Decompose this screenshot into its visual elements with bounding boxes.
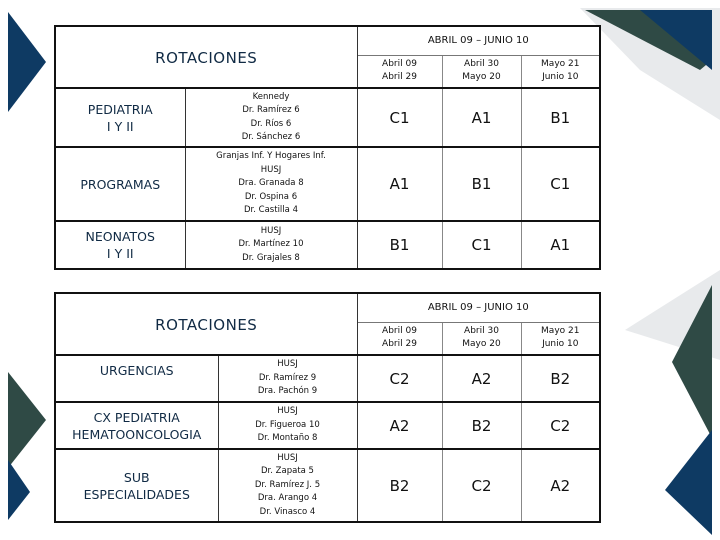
date-range-header: ABRIL 09 – JUNIO 10	[357, 293, 600, 322]
decor-green-triangle-left	[8, 372, 46, 468]
period-header: Abril 09 Abril 29	[357, 322, 442, 355]
doctors-list: HUSJ Dr. Ramírez 9 Dra. Pachón 9	[218, 355, 357, 402]
area-name: CX PEDIATRIA HEMATOONCOLOGIA	[55, 402, 218, 449]
area-name: NEONATOS I Y II	[55, 221, 185, 269]
rotation-code: C2	[442, 449, 521, 522]
rotation-code: C1	[357, 88, 442, 147]
doctors-list: HUSJ Dr. Martínez 10 Dr. Grajales 8	[185, 221, 357, 269]
area-name: SUB ESPECIALIDADES	[55, 449, 218, 522]
table-row	[55, 147, 600, 221]
rotation-code: A1	[521, 221, 600, 269]
rotation-code: B2	[442, 402, 521, 449]
period-header: Abril 30 Mayo 20	[442, 55, 521, 88]
table-row	[55, 355, 600, 402]
rotation-code: A2	[521, 449, 600, 522]
rotation-code: A1	[357, 147, 442, 221]
doctors-list: HUSJ Dr. Zapata 5 Dr. Ramírez J. 5 Dra. Arango 4 Dr. Vinasco 4	[218, 449, 357, 522]
area-name: URGENCIAS	[55, 355, 218, 402]
table-title: ROTACIONES	[155, 315, 258, 334]
doctors-list: HUSJ Dr. Figueroa 10 Dr. Montaño 8	[218, 402, 357, 449]
period-header: Abril 30 Mayo 20	[442, 322, 521, 355]
decor-navy-triangle-right	[665, 430, 712, 535]
decor-navy-triangle-left-bottom	[8, 460, 30, 520]
rotations-table-1	[54, 25, 601, 270]
rotation-code: A2	[442, 355, 521, 402]
rotation-code: C2	[357, 355, 442, 402]
table-row	[55, 449, 600, 522]
rotation-code: A1	[442, 88, 521, 147]
table-row	[55, 402, 600, 449]
area-name: PROGRAMAS	[55, 147, 185, 221]
rotation-code: B1	[521, 88, 600, 147]
area-name: PEDIATRIA I Y II	[55, 88, 185, 147]
table-title: ROTACIONES	[155, 48, 258, 67]
date-range-header: ABRIL 09 – JUNIO 10	[357, 26, 600, 55]
rotation-code: C1	[521, 147, 600, 221]
table-title-cell	[55, 293, 357, 355]
table-row	[55, 88, 600, 147]
doctors-list: Granjas Inf. Y Hogares Inf. HUSJ Dra. Granada 8 Dr. Ospina 6 Dr. Castilla 4	[185, 147, 357, 221]
period-header: Abril 09 Abril 29	[357, 55, 442, 88]
rotation-code: B1	[357, 221, 442, 269]
rotation-code: A2	[357, 402, 442, 449]
table-row	[55, 221, 600, 269]
rotation-code: B2	[521, 355, 600, 402]
rotation-code: B1	[442, 147, 521, 221]
doctors-list: Kennedy Dr. Ramírez 6 Dr. Ríos 6 Dr. Sánchez 6	[185, 88, 357, 147]
table-title-cell	[55, 26, 357, 88]
period-header: Mayo 21 Junio 10	[521, 322, 600, 355]
period-header: Mayo 21 Junio 10	[521, 55, 600, 88]
rotation-code: C2	[521, 402, 600, 449]
rotation-code: B2	[357, 449, 442, 522]
decor-navy-triangle-left	[8, 12, 46, 112]
rotations-table-2	[54, 292, 601, 523]
rotation-code: C1	[442, 221, 521, 269]
